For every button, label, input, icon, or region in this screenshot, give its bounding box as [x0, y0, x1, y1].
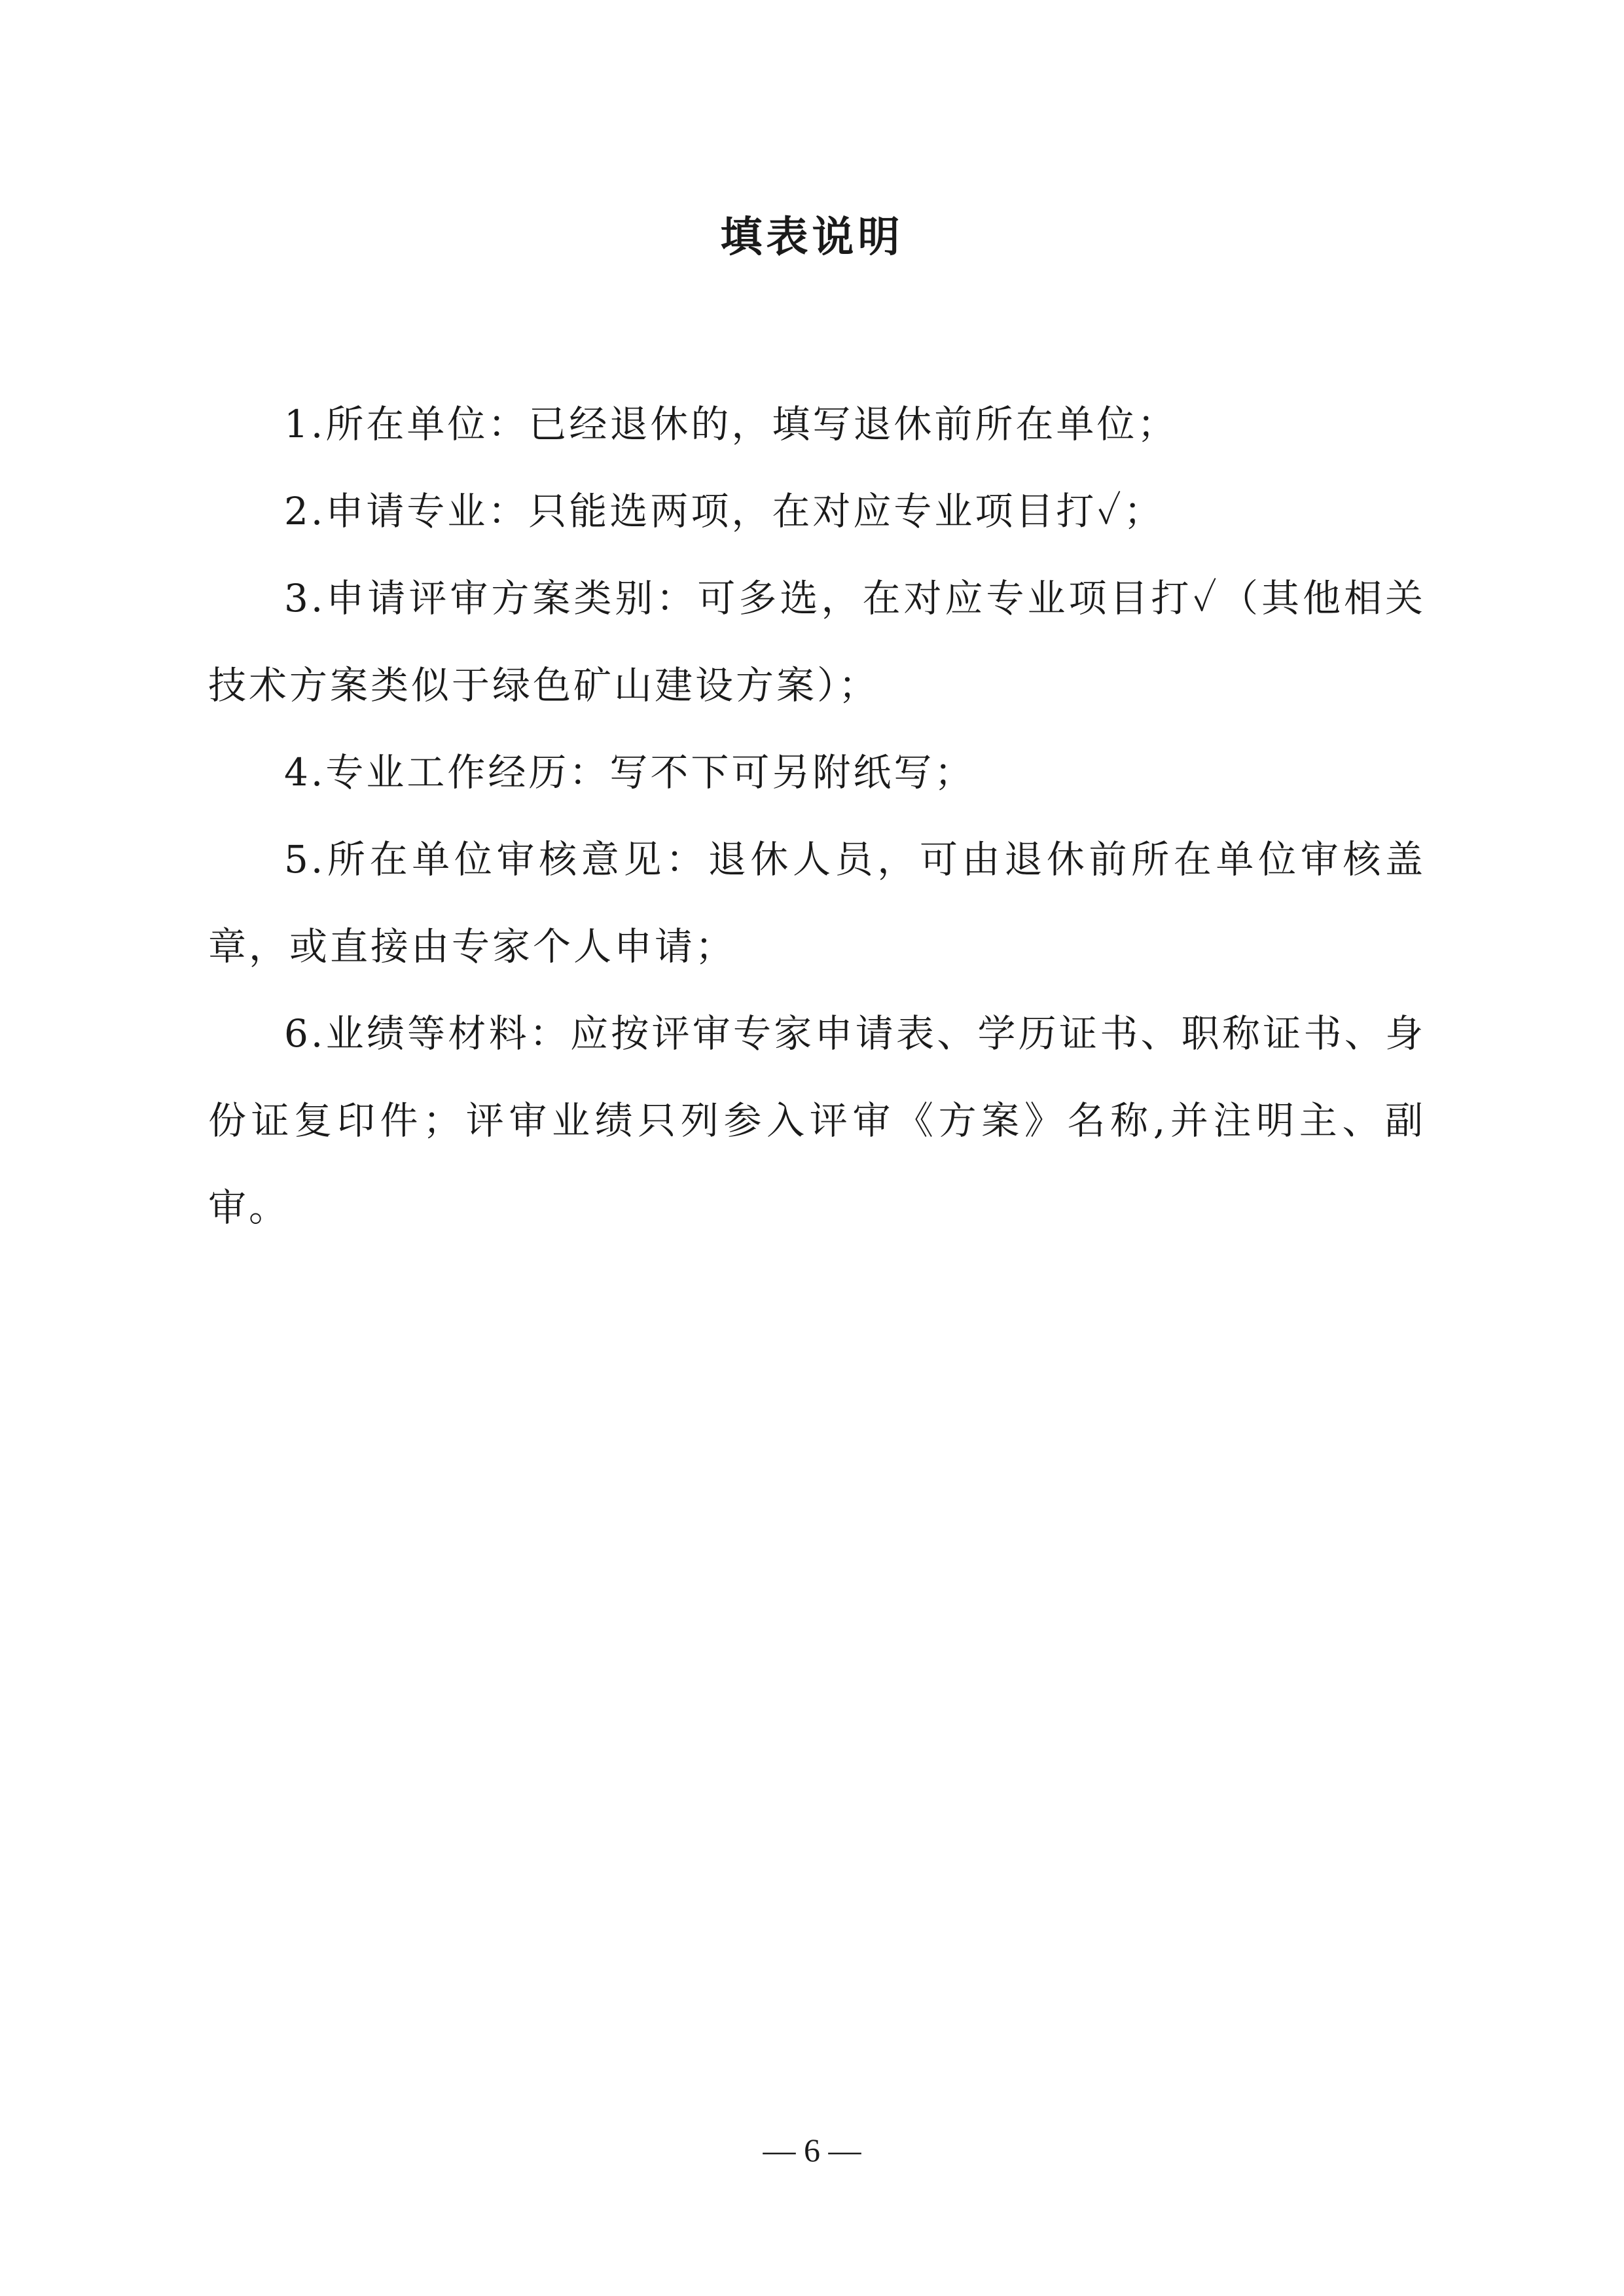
instruction-item-6: 6.业绩等材料：应按评审专家申请表、学历证书、职称证书、身份证复印件；评审业绩只列参入评审《方案》名称,并注明主、副审。 — [208, 1011, 1426, 1230]
page-title: 填表说明 — [720, 213, 904, 262]
instruction-item-5: 5.所在单位审核意见：退休人员，可由退休前所在单位审核盖章，或直接由专家个人申请； — [208, 837, 1426, 969]
page-number: — 6 — — [763, 2132, 861, 2168]
instruction-item-4: 4.专业工作经历：写不下可另附纸写； — [284, 750, 975, 795]
instruction-item-1: 1.所在单位：已经退休的，填写退休前所在单位； — [284, 402, 1178, 446]
instructions-list — [208, 381, 1426, 1251]
instruction-item-2: 2.申请专业：只能选两项，在对应专业项目打✓； — [284, 489, 1164, 533]
instruction-item-3: 3.申请评审方案类别：可多选，在对应专业项目打✓（其他相关技术方案类似于绿色矿山建设方案）； — [208, 576, 1426, 708]
